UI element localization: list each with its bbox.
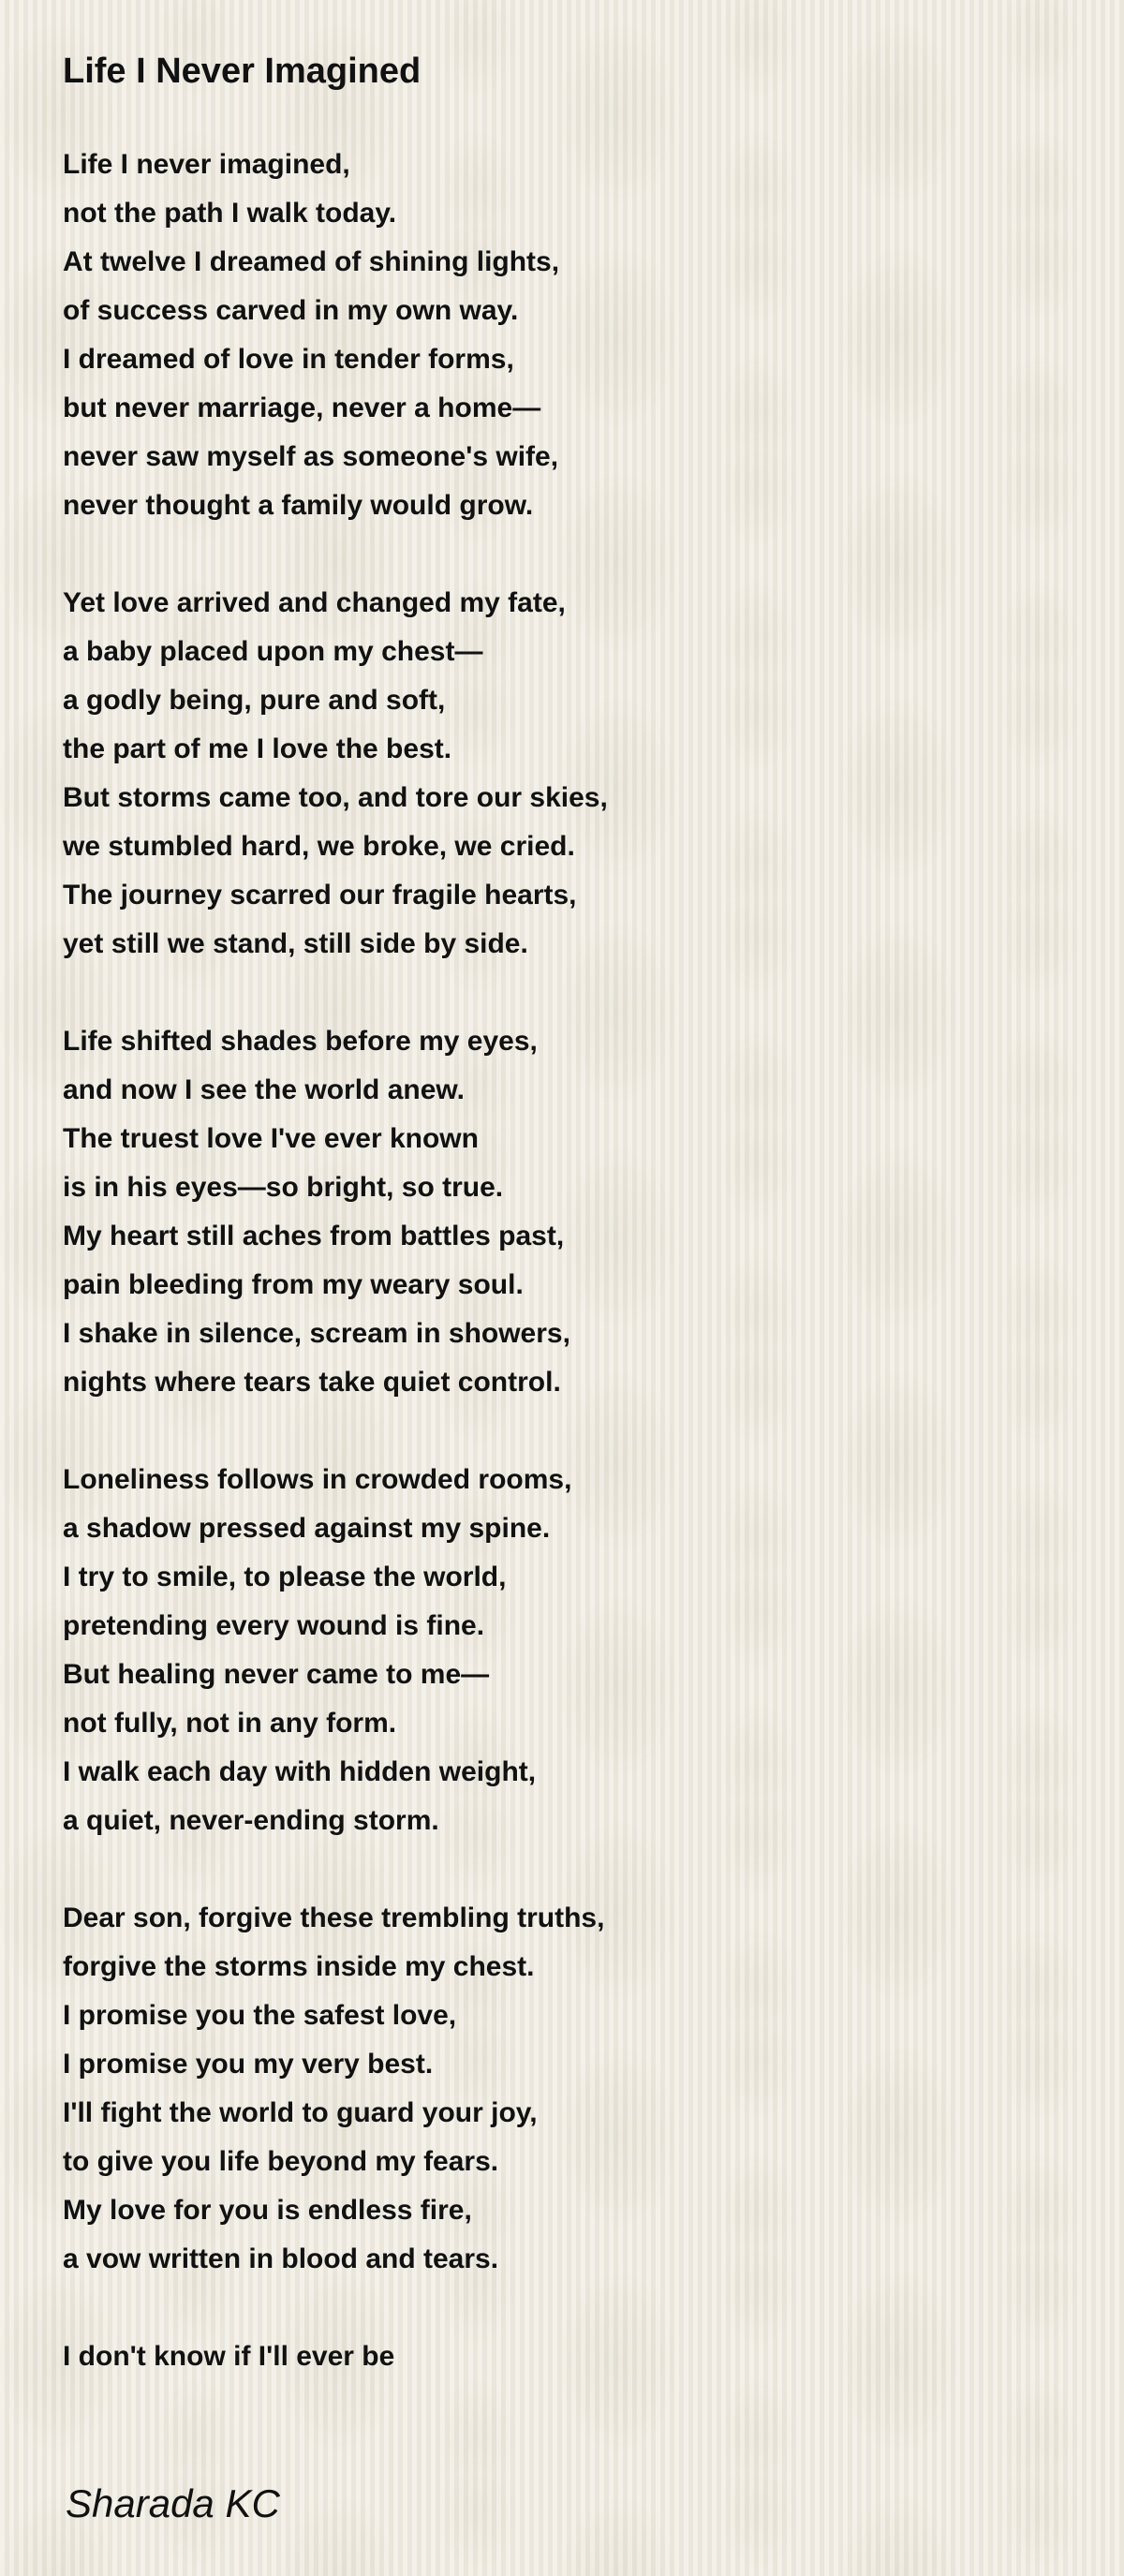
- stanza-6: [63, 2332, 1074, 2381]
- poem-line: not fully, not in any form.: [63, 1708, 397, 1739]
- poem-line: The truest love I've ever known: [63, 1123, 479, 1154]
- poem-line: Yet love arrived and changed my fate,: [63, 587, 566, 618]
- poem-line: The journey scarred our fragile hearts,: [63, 880, 577, 910]
- poem-line: My heart still aches from battles past,: [63, 1221, 565, 1251]
- poem-line: not the path I walk today.: [63, 198, 397, 229]
- poem-line: pain bleeding from my weary soul.: [63, 1269, 524, 1300]
- stanza-4: [63, 1456, 1074, 1845]
- stanza-1: [63, 141, 1074, 530]
- poem-line: I promise you the safest love,: [63, 2000, 457, 2031]
- poem-line: I shake in silence, scream in showers,: [63, 1318, 570, 1349]
- poem-line: forgive the storms inside my chest.: [63, 1951, 535, 1982]
- poem-line: a quiet, never-ending storm.: [63, 1805, 439, 1836]
- poem-line: I don't know if I'll ever be: [63, 2341, 395, 2372]
- poem-line: I'll fight the world to guard your joy,: [63, 2097, 538, 2128]
- poem-line: the part of me I love the best.: [63, 733, 452, 764]
- poem-line: Dear son, forgive these trembling truths,: [63, 1902, 605, 1933]
- poem-line: but never marriage, never a home—: [63, 392, 541, 423]
- poem-line: pretending every wound is fine.: [63, 1610, 485, 1641]
- poem-line: a shadow pressed against my spine.: [63, 1513, 551, 1544]
- poem-line: never saw myself as someone's wife,: [63, 441, 559, 472]
- poem-line: we stumbled hard, we broke, we cried.: [63, 831, 575, 862]
- poem-line: a baby placed upon my chest—: [63, 636, 483, 667]
- author-name: Sharada KC: [66, 2481, 280, 2525]
- poem-line: to give you life beyond my fears.: [63, 2146, 499, 2177]
- poem-line: I try to smile, to please the world,: [63, 1562, 507, 1592]
- poem-line: of success carved in my own way.: [63, 295, 519, 326]
- poem-line: a godly being, pure and soft,: [63, 685, 446, 716]
- poem-line: never thought a family would grow.: [63, 490, 534, 521]
- poem-line: But storms came too, and tore our skies,: [63, 782, 608, 813]
- stanza-2: [63, 579, 1074, 969]
- poem-line: yet still we stand, still side by side.: [63, 928, 528, 959]
- poem-line: is in his eyes—so bright, so true.: [63, 1172, 504, 1203]
- poem-line: At twelve I dreamed of shining lights,: [63, 246, 560, 277]
- poem-body: [63, 141, 1074, 2430]
- poem-line: Life I never imagined,: [63, 149, 350, 180]
- poem-line: and now I see the world anew.: [63, 1074, 465, 1105]
- poem-line: nights where tears take quiet control.: [63, 1367, 561, 1398]
- poem-line: Life shifted shades before my eyes,: [63, 1026, 538, 1057]
- poem-line: But healing never came to me—: [63, 1659, 490, 1690]
- poem-line: I promise you my very best.: [63, 2049, 434, 2080]
- poem-line: I walk each day with hidden weight,: [63, 1756, 537, 1787]
- poem-line: My love for you is endless fire,: [63, 2195, 472, 2226]
- poem-line: a vow written in blood and tears.: [63, 2243, 499, 2274]
- poem-title: Life I Never Imagined: [63, 52, 422, 91]
- stanza-5: [63, 1894, 1074, 2284]
- stanza-3: [63, 1017, 1074, 1407]
- poem-line: Loneliness follows in crowded rooms,: [63, 1464, 572, 1495]
- poem-line: I dreamed of love in tender forms,: [63, 344, 514, 375]
